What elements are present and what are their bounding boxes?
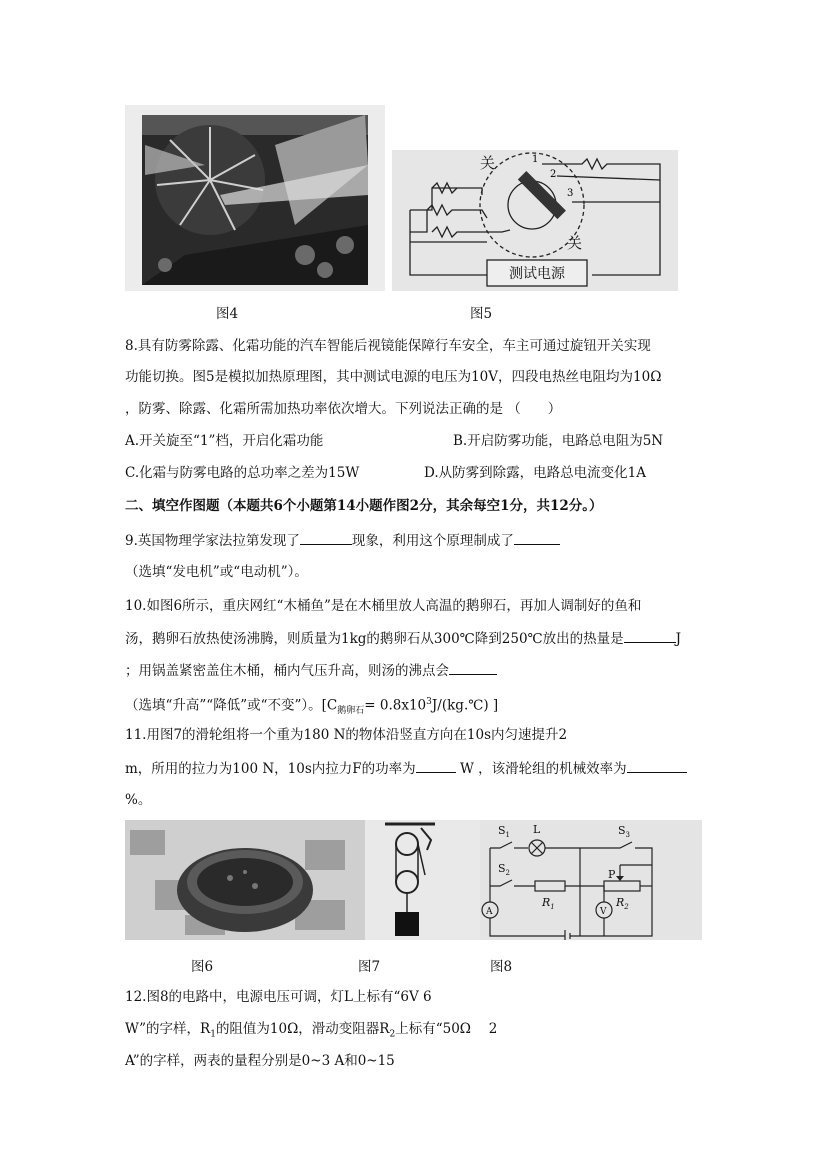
figure-6-photo [125,820,365,940]
q8-line2: 功能切换。图5是模拟加热原理图，其中测试电源的电压为10V，四段电热丝电阻均为10Ω [125,369,662,385]
q10-unit-j: J [675,631,682,647]
q8-option-a: A.开关旋至“1”档，开启化霜功能 [125,433,324,449]
q9-part1: 9.英国物理学家法拉第发现了 [125,533,300,549]
q12-line2b: 的阻值为10Ω，滑动变阻器R [215,1021,390,1037]
q10-line3-text: ；用锅盖紧密盖住木桶，桶内气压升高，则汤的沸点会 [125,663,449,679]
q12-line2 [125,1019,497,1045]
q10-line2-text: 汤，鹅卵石放热使汤沸腾，则质量为1kg的鹅卵石从300℃降到250℃放出的热量是 [125,631,624,647]
circuit-diagram-fig8 [480,820,702,940]
section-2-heading: 二、填空作图题（本题共6个小题第14小题作图2分，其余每空1分，共12分。） [125,498,603,514]
q8-line3: ，防雾、除露、化霜所需加热功率依次增大。下列说法正确的是 （ ） [125,401,562,417]
q10-line4a: （选填“升高”“降低”或“不变”）。[C [125,697,338,714]
fig8-r2: $R_2$ [616,896,629,911]
q8-option-d: D.从防雾到除露，电路总电流变化1A [424,465,646,481]
q9-line2: （选填“发电机”或“电动机”）。 [125,564,308,580]
figure-4-photo [125,105,385,291]
q8-line1: 8.具有防雾除露、化霜功能的汽车智能后视镜能保障行车安全，车主可通过旋钮开关实现 [125,338,651,354]
pulley-system-diagram [365,820,480,940]
q12-line1: 12.图8的电路中，电源电压可调，灯L上标有“6V 6 [125,989,432,1005]
q10-line4c: J/(kg.℃) ] [431,697,499,714]
figure-7-caption: 图7 [358,959,381,975]
q12-line2-sub1: 1 [210,1029,216,1040]
q10-line4b: = 0.8x10 [364,697,427,714]
fig8-s3: $S_3$ [618,824,631,839]
q11-line3: %。 [125,792,152,808]
q11-line1: 11.用图7的滑轮组将一个重为180 N的物体沿竖直方向在10s内匀速提升2 [125,727,568,743]
q9-line1 [125,530,560,551]
q12-line2c: 上标有“50Ω 2 [395,1021,498,1037]
fig8-s2: $S_2$ [498,862,511,877]
q10-line4-sub: 鹅卵石 [337,706,365,717]
fig8-p: P [608,868,616,881]
figure-7-pulley [365,820,480,940]
fig8-s1: $S_1$ [498,824,511,839]
figure-4-caption: 图4 [216,306,239,322]
q11-line2a: m，所用的拉力为100 N，10s内拉力F的功率为 [125,761,416,777]
fig8-r1: $R_1$ [542,896,555,911]
mirror-photo-image [125,105,385,291]
fig5-n2: 2 [550,169,557,180]
q10-line2 [125,628,681,649]
fig5-n3: 3 [567,188,574,199]
wooden-bucket-fish-image [125,820,365,940]
q11-line2 [125,758,687,779]
q10-line4-sup: 3 [426,697,432,707]
q10-line4 [125,692,498,721]
fig8-voltmeter: V [600,907,607,917]
q9-part2: 现象，利用这个原理制成了 [351,533,514,549]
q12-line2-sub2: 2 [389,1029,396,1040]
q8-option-b: B.开启防雾功能，电路总电阻为5Ν [453,433,664,449]
q8-option-c: C.化霜与防雾电路的总功率之差为15W [125,465,360,481]
figure-6-caption: 图6 [191,959,214,975]
fig8-ammeter: A [486,907,493,917]
figure-5-caption: 图5 [470,306,493,322]
q10-line1: 10.如图6所示，重庆网红“木桶鱼”是在木桶里放人高温的鹅卵石，再加人调制好的鱼和 [125,598,642,614]
fig5-n1: 1 [532,154,539,165]
fig5-power-label: 测试电源 [509,266,565,282]
q9-blank2[interactable] [514,530,560,545]
q12-line2a: W”的字样，R [125,1021,211,1037]
q10-line3 [125,660,497,681]
circuit-diagram [392,150,678,291]
q11-blank2[interactable] [627,758,687,773]
figure-8-caption: 图8 [490,959,513,975]
figure-8-circuit [480,820,702,940]
q10-blank1[interactable] [624,628,676,643]
q9-blank1[interactable] [300,530,352,545]
q10-blank2[interactable] [449,660,497,675]
q12-line3: A”的字样，两表的量程分别是0~3 A和0~15 [125,1053,395,1069]
fig8-l: L [533,823,541,836]
fig5-off-top: 关 [480,154,496,172]
q11-blank1[interactable] [416,758,456,773]
figure-5-circuit [392,150,678,291]
q11-line2b: W ，该滑轮组的机械效率为 [455,761,627,777]
fig5-off-bottom: 关 [567,234,583,252]
